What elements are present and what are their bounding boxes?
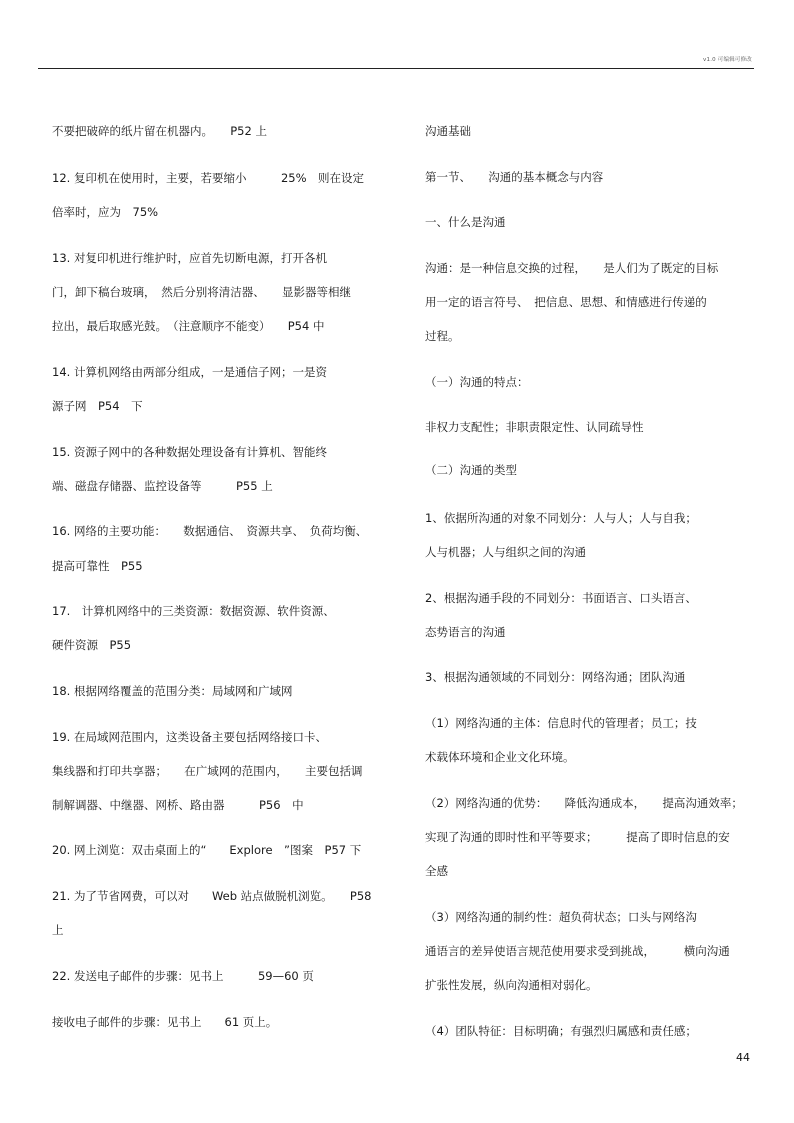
text-line: 3、根据沟通领域的不同划分：网络沟通；团队沟通 xyxy=(425,670,686,684)
text-line: 门，卸下稿台玻璃， 然后分别将清洁器、 显影器等相继 xyxy=(52,285,351,299)
text-line: （2）网络沟通的优势： 降低沟通成本， 提高沟通效率； xyxy=(425,796,743,810)
text-line: 态势语言的沟通 xyxy=(425,625,506,639)
text-line: 2、根据沟通手段的不同划分：书面语言、口头语言、 xyxy=(425,591,697,605)
page-number: 44 xyxy=(736,1051,750,1064)
text-line: 接收电子邮件的步骤：见书上 61 页上。 xyxy=(52,1015,278,1029)
text-line: 1、依据所沟通的对象不同划分：人与人；人与自我； xyxy=(425,511,697,525)
text-line: 14. 计算机网络由两部分组成，一是通信子网；一是资 xyxy=(52,365,327,379)
text-line: 术载体环境和企业文化环境。 xyxy=(425,750,575,764)
text-line: 不要把破碎的纸片留在机器内。 P52 上 xyxy=(52,124,267,138)
text-line: 19. 在局域网范围内，这类设备主要包括网络接口卡、 xyxy=(52,730,327,744)
text-line: （二）沟通的类型 xyxy=(425,463,517,477)
text-line: （4）团队特征：目标明确；有强烈归属感和责任感； xyxy=(425,1024,697,1038)
text-line: （1）网络沟通的主体：信息时代的管理者；员工；技 xyxy=(425,716,697,730)
text-line: （一）沟通的特点： xyxy=(425,375,529,389)
text-line: 实现了沟通的即时性和平等要求； 提高了即时信息的安 xyxy=(425,830,730,844)
text-line: 17. 计算机网络中的三类资源：数据资源、软件资源、 xyxy=(52,604,335,618)
text-line: 上 xyxy=(52,923,64,937)
text-line: 端、磁盘存储器、监控设备等 P55 上 xyxy=(52,479,273,493)
text-line: 22. 发送电子邮件的步骤：见书上 59—60 页 xyxy=(52,969,314,983)
text-line: 人与机器；人与组织之间的沟通 xyxy=(425,545,586,559)
text-line: 过程。 xyxy=(425,329,460,343)
text-line: 硬件资源 P55 xyxy=(52,638,132,652)
text-line: 通语言的差异使语言规范使用要求受到挑战， 横向沟通 xyxy=(425,944,730,958)
text-line: 扩张性发展，纵向沟通相对弱化。 xyxy=(425,978,598,992)
text-line: 一、什么是沟通 xyxy=(425,215,506,229)
text-line: 源子网 P54 下 xyxy=(52,399,143,413)
text-line: 20. 网上浏览：双击桌面上的“ Explore ”图案 P57 下 xyxy=(52,843,362,857)
text-line: 18. 根据网络覆盖的范围分类：局域网和广域网 xyxy=(52,684,293,698)
text-line: 制解调器、中继器、网桥、路由器 P56 中 xyxy=(52,798,304,812)
text-line: 沟通：是一种信息交换的过程， 是人们为了既定的目标 xyxy=(425,261,719,275)
text-line: 15. 资源子网中的各种数据处理设备有计算机、智能终 xyxy=(52,445,327,459)
text-line: 第一节、 沟通的基本概念与内容 xyxy=(425,170,604,184)
text-line: 12. 复印机在使用时，主要，若要缩小 25% 则在设定 xyxy=(52,171,365,185)
header-rule xyxy=(38,68,754,69)
text-line: 集线器和打印共享器； 在广域网的范围内， 主要包括调 xyxy=(52,764,363,778)
text-line: 沟通基础 xyxy=(425,124,471,138)
header-tag: v1.0 可编辑可修改 xyxy=(703,57,752,63)
text-line: 全感 xyxy=(425,864,448,878)
text-line: 16. 网络的主要功能： 数据通信、 资源共享、 负荷均衡、 xyxy=(52,524,368,538)
text-line: 用一定的语言符号、 把信息、思想、和情感进行传递的 xyxy=(425,295,707,309)
text-line: 提高可靠性 P55 xyxy=(52,559,143,573)
text-line: 21. 为了节省网费，可以对 Web 站点做脱机浏览。 P58 xyxy=(52,889,372,903)
text-line: 13. 对复印机进行维护时，应首先切断电源，打开各机 xyxy=(52,251,327,265)
text-line: 拉出，最后取感光鼓。 （注意顺序不能变） P54 中 xyxy=(52,319,325,333)
text-line: 非权力支配性；非职责限定性、认同疏导性 xyxy=(425,420,644,434)
text-line: 倍率时，应为 75% xyxy=(52,205,159,219)
text-line: （3）网络沟通的制约性：超负荷状态；口头与网络沟 xyxy=(425,910,697,924)
